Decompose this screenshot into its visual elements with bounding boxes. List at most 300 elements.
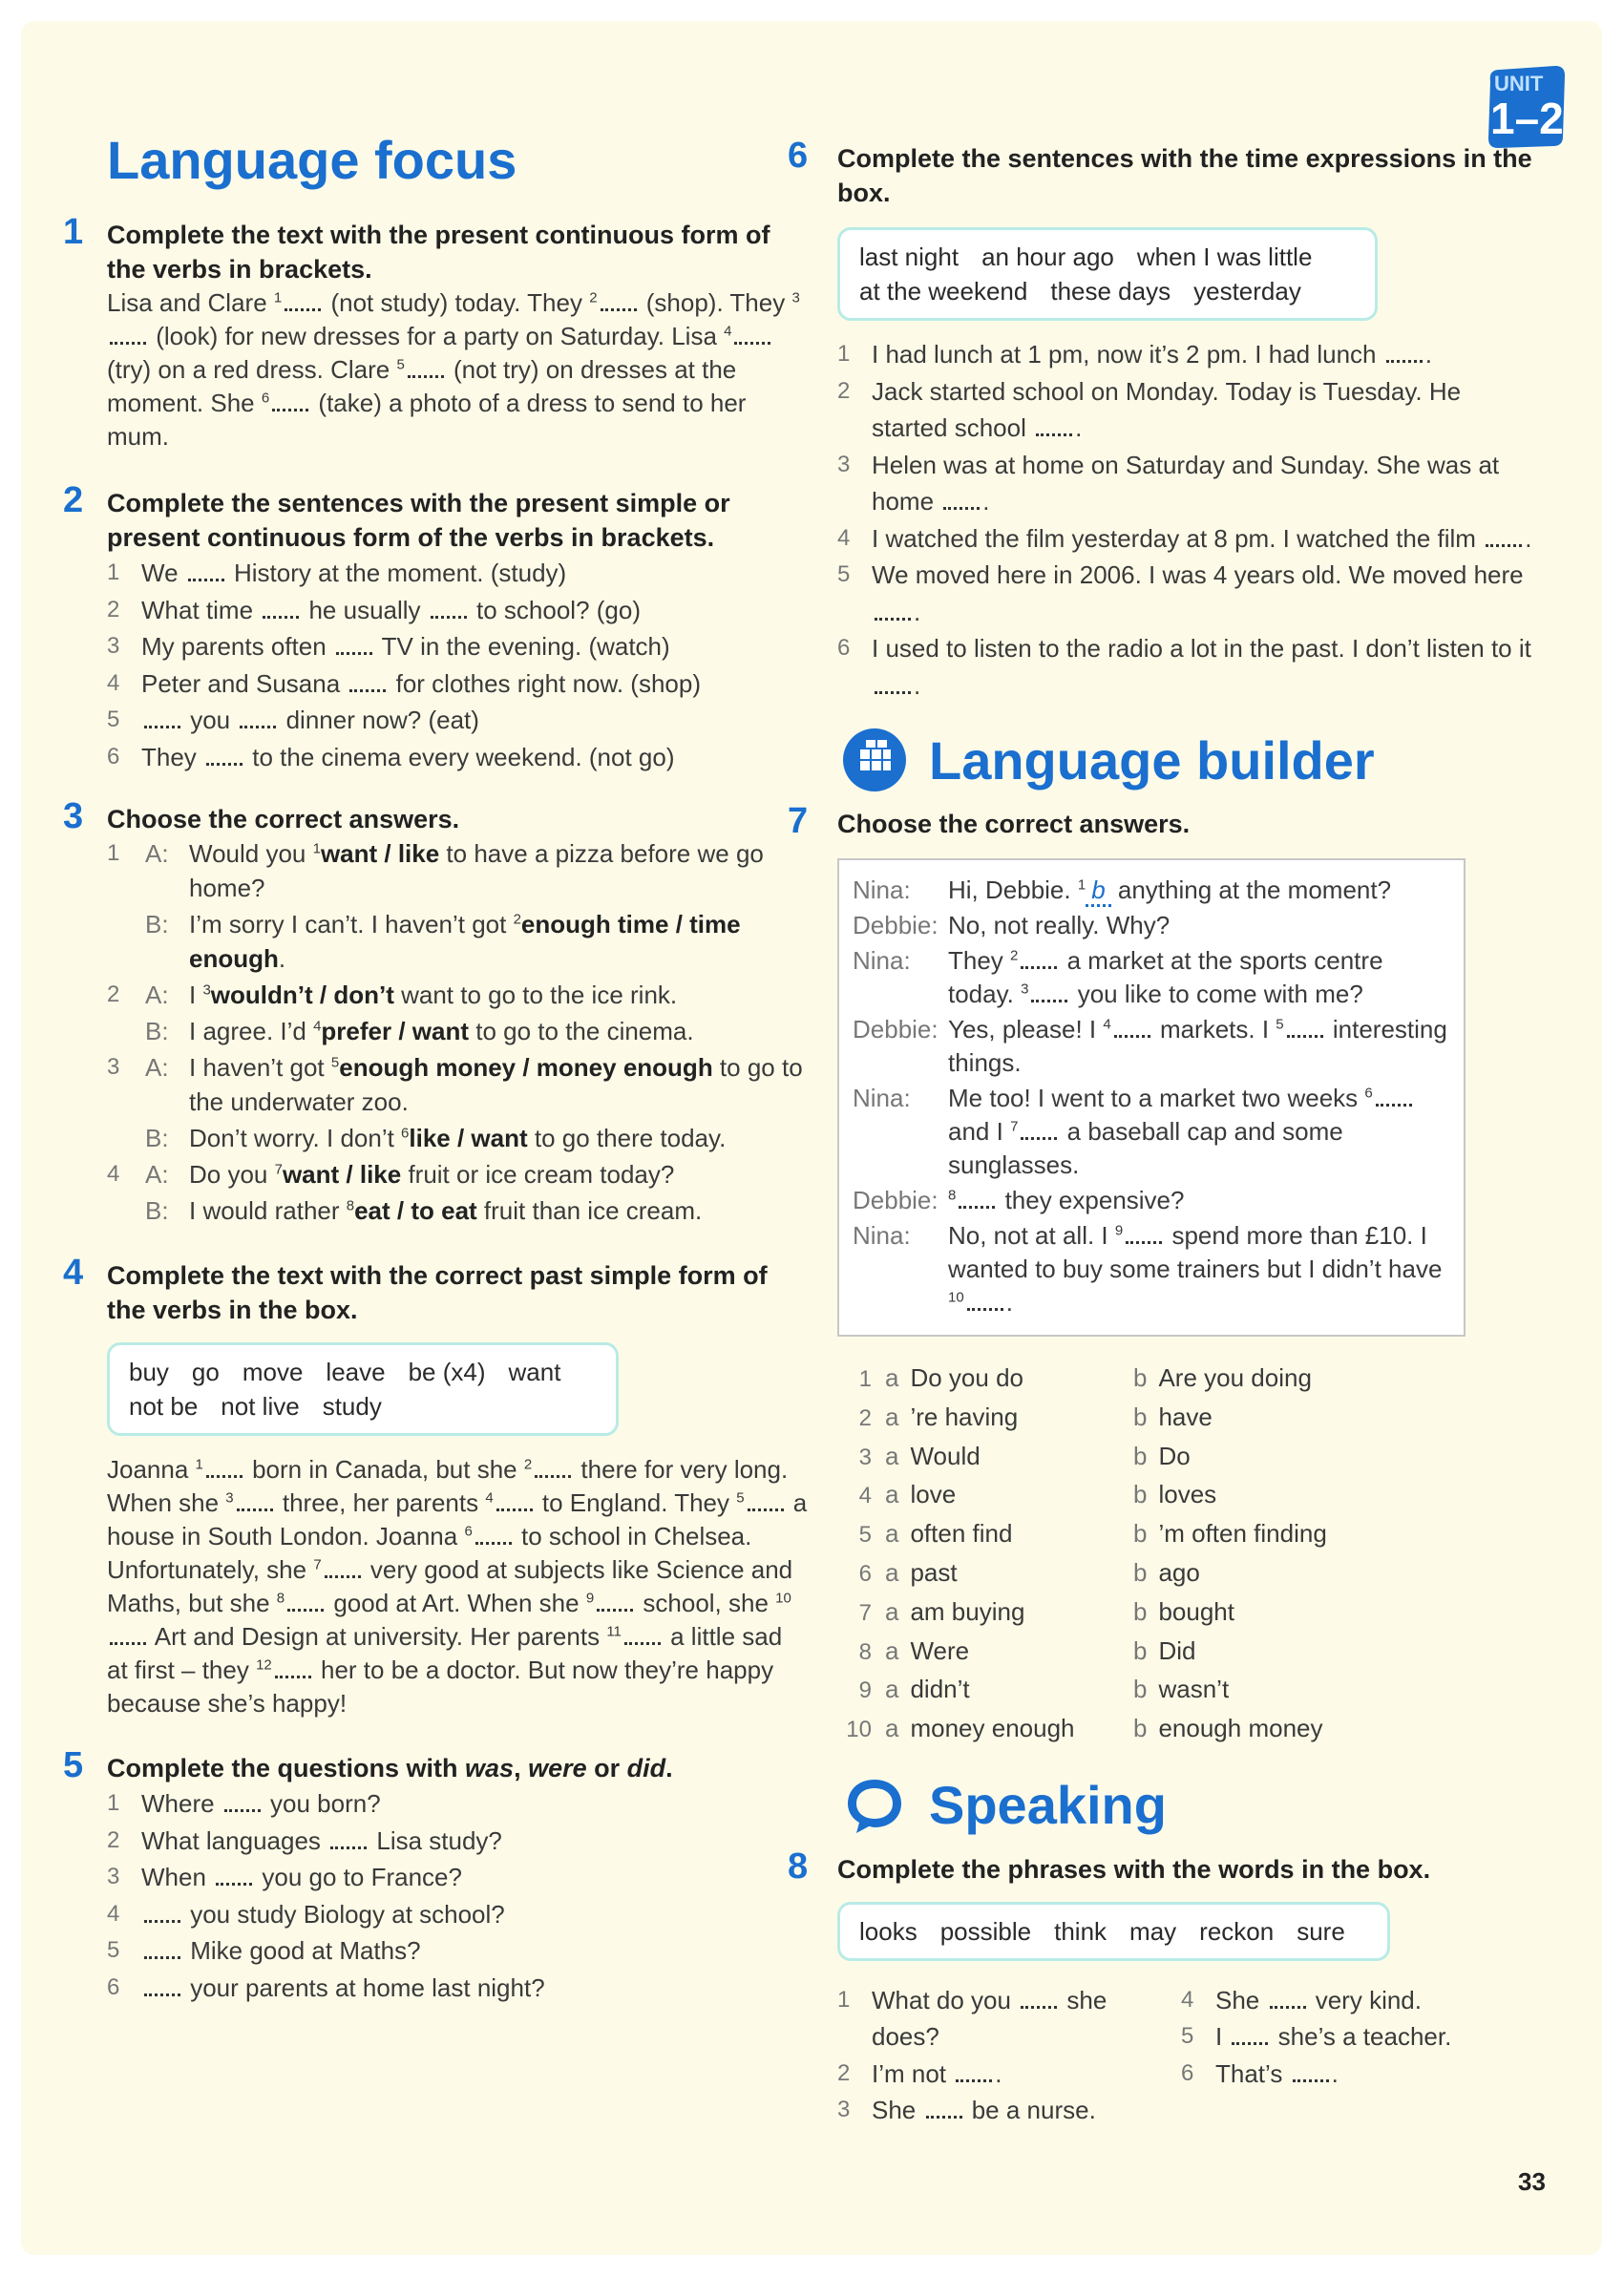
text-segment: fruit than ice cream. <box>476 1196 703 1225</box>
option-b <box>1133 1438 1458 1477</box>
answer-blank <box>1021 1993 1057 2009</box>
list-item <box>837 1982 1181 2056</box>
answer-blank <box>144 712 180 728</box>
text-segment: to go to the underwater zoo. <box>189 1053 803 1116</box>
list-item <box>107 665 809 703</box>
gap-number: 4 <box>485 1489 494 1507</box>
text-segment: markets. I <box>1152 1015 1276 1044</box>
section-language-builder <box>843 728 1532 791</box>
text-segment: there for very long. When she <box>107 1455 789 1517</box>
gap-number: 4 <box>1103 1016 1111 1033</box>
exercise-title: Complete the phrases with the words in the box. <box>837 1854 1431 1884</box>
option-a <box>837 1399 1133 1438</box>
dialogue-line <box>853 944 1450 1011</box>
text-segment: she’s a teacher. <box>1271 2022 1452 2052</box>
word-box-item: last night <box>859 243 960 271</box>
item-number: 4 <box>107 669 120 696</box>
word-box-item: sure <box>1297 1916 1345 1946</box>
word-box-item: looks <box>859 1916 917 1946</box>
text-segment: . <box>1525 523 1532 553</box>
text-segment: her to be a doctor. But now they’re happy because she’s happy! <box>107 1656 774 1718</box>
text-segment: you born? <box>263 1789 381 1818</box>
dialogue-line <box>107 1193 809 1228</box>
answer-blank <box>263 602 299 619</box>
text-segment: . <box>1424 340 1432 369</box>
item-number: 3 <box>858 1444 872 1470</box>
phrase-columns <box>837 1982 1532 2129</box>
dialogue-box <box>837 858 1466 1337</box>
list-item <box>107 702 809 739</box>
option-a <box>837 1476 1133 1515</box>
dialogue-line <box>853 1184 1450 1217</box>
text-segment: a baseball cap and some sunglasses. <box>948 1117 1343 1179</box>
text-segment: be a nurse. <box>964 2096 1096 2125</box>
word-box-item: be (x4) <box>408 1358 486 1386</box>
answer-blank <box>1021 1124 1057 1140</box>
option-text: didn’t <box>910 1675 970 1704</box>
item-list <box>1181 1982 1467 2129</box>
text-segment: very good at subjects like Science and Maths, but she <box>107 1555 793 1617</box>
word-box-row <box>129 1355 597 1389</box>
option-b <box>1133 1593 1458 1633</box>
answer-blank <box>1376 1090 1412 1107</box>
item-number: 5 <box>1181 2023 1194 2050</box>
answer-choice: eat / to eat <box>354 1196 477 1225</box>
exercise-5 <box>40 1745 809 2006</box>
text-segment: (look) for new dresses for a party on Saturday. Lisa <box>149 322 725 350</box>
answer-blank <box>206 749 243 766</box>
option-letter: a <box>885 1596 899 1626</box>
option-letter: b <box>1133 1441 1148 1470</box>
word-box-item: study <box>322 1392 382 1421</box>
speaker-label: B: <box>145 910 169 939</box>
item-number: 2 <box>107 596 120 622</box>
speaker-label: B: <box>145 1017 169 1045</box>
option-b <box>1133 1671 1458 1710</box>
list-item <box>837 630 1532 704</box>
item-number: 4 <box>107 1161 120 1187</box>
text-segment: fruit or ice cream today? <box>401 1160 675 1189</box>
unit-number: 1–2 <box>1490 94 1564 143</box>
item-number: 3 <box>837 451 851 477</box>
section-title: Speaking <box>929 1775 1167 1836</box>
option-text: love <box>910 1480 957 1509</box>
gap-number: 7 <box>313 1556 322 1573</box>
option-text: Were <box>910 1635 970 1665</box>
word-box-item: not be <box>129 1392 199 1421</box>
answer-blank <box>875 604 911 621</box>
item-number: 1 <box>858 1366 872 1392</box>
option-text: money enough <box>910 1714 1075 1743</box>
list-item <box>107 592 809 629</box>
option-text: ago <box>1158 1557 1200 1587</box>
exercise-number: 1 <box>63 212 84 252</box>
option-text: have <box>1158 1402 1213 1431</box>
list-item <box>837 373 1532 447</box>
text-segment: Do you <box>189 1160 275 1189</box>
option-b <box>1133 1554 1458 1593</box>
word-box-row <box>859 240 1356 274</box>
item-list <box>837 1982 1181 2129</box>
answer-blank <box>216 1869 252 1886</box>
text-segment: very kind. <box>1308 1985 1422 2014</box>
word-box-item: when I was little <box>1136 243 1313 271</box>
left-column <box>63 130 809 2006</box>
option-letter: a <box>885 1402 899 1431</box>
answer-blank <box>237 1495 273 1511</box>
gap-number: 10 <box>775 1590 791 1607</box>
exercise-title: Complete the text with the present continuous form of the verbs in brackets. <box>107 221 770 284</box>
answer-blank <box>285 295 321 311</box>
option-text: loves <box>1158 1480 1217 1509</box>
text-segment: and I <box>948 1117 1011 1146</box>
dialogue-line <box>107 907 809 976</box>
answer-blank <box>272 395 308 411</box>
text-segment: I watched the film yesterday at 8 pm. I watched the film <box>872 523 1484 553</box>
item-number: 3 <box>107 1054 120 1080</box>
speech-bubble-icon <box>843 1774 906 1837</box>
text-segment: to the cinema every weekend. (not go) <box>245 742 675 771</box>
dialogue-line <box>107 1121 809 1155</box>
answer-blank <box>1114 1022 1150 1038</box>
list-item <box>107 1823 809 1860</box>
answer-blank <box>475 1529 512 1545</box>
word-box-row <box>129 1389 597 1424</box>
word-box-item: yesterday <box>1193 277 1301 306</box>
text-segment: to go there today. <box>527 1124 727 1152</box>
option-text: bought <box>1158 1596 1234 1626</box>
exercise-7 <box>778 801 1532 1749</box>
option-letter: a <box>885 1519 899 1549</box>
answer-choice: wouldn’t / don’t <box>210 981 394 1009</box>
text-segment: . <box>914 670 921 700</box>
text-segment: born in Canada, but she <box>244 1455 524 1484</box>
option-letter: b <box>1133 1714 1148 1743</box>
exercise-text <box>107 1453 809 1720</box>
item-number: 6 <box>107 1973 120 2000</box>
speaker-label: Debbie: <box>853 1186 939 1214</box>
word-box-row <box>859 274 1356 308</box>
item-number: 1 <box>107 559 120 585</box>
text-segment: I used to listen to the radio a lot in the past. I don’t listen to it <box>872 634 1531 663</box>
option-letter: b <box>1133 1557 1148 1587</box>
answer-blank <box>1021 953 1057 969</box>
text-segment: I <box>189 981 203 1009</box>
text-segment: anything at the moment? <box>1110 875 1392 904</box>
option-a <box>837 1710 1133 1749</box>
option-a <box>837 1554 1133 1593</box>
option-letter: b <box>1133 1519 1148 1549</box>
exercise-number: 7 <box>788 801 809 841</box>
text-segment: Don’t worry. I don’t <box>189 1124 402 1152</box>
text-segment: three, her parents <box>275 1488 486 1517</box>
text-segment: My parents often <box>141 632 333 661</box>
word-box-item: go <box>191 1358 220 1386</box>
gap-number: 2 <box>589 289 598 306</box>
text-segment: you like to come with me? <box>1070 980 1363 1008</box>
unit-label: UNIT <box>1494 72 1544 95</box>
item-number: 4 <box>107 1900 120 1927</box>
answer-choice: prefer / want <box>321 1017 470 1045</box>
text-segment: I haven’t got <box>189 1053 331 1082</box>
item-list <box>107 555 809 775</box>
exercise-number: 6 <box>788 136 809 176</box>
item-list <box>837 336 1532 704</box>
option-text: Do <box>1158 1441 1191 1470</box>
text-segment: to have a pizza before we go home? <box>189 839 764 902</box>
dialogue-line <box>107 1157 809 1192</box>
dialogue-line <box>853 874 1450 907</box>
word-box-item: an hour ago <box>981 243 1114 271</box>
gap-number: 9 <box>585 1590 595 1607</box>
item-number: 2 <box>107 1826 120 1853</box>
item-number: 3 <box>107 633 120 659</box>
word-box-item: at the weekend <box>859 277 1028 306</box>
gap-number: 11 <box>606 1623 622 1640</box>
gap-number: 3 <box>791 289 800 306</box>
text-segment: History at the moment. (study) <box>226 559 567 587</box>
text-segment: Me too! I went to a market two weeks <box>948 1084 1365 1112</box>
exercise-8 <box>778 1846 1532 2129</box>
text-segment: We <box>141 559 185 587</box>
list-item <box>837 336 1532 373</box>
exercise-title: Complete the questions with was, were or did. <box>107 1754 673 1782</box>
text-segment: (try) on a red dress. Clare <box>107 355 397 384</box>
answer-blank <box>1270 1993 1306 2009</box>
list-item <box>1181 1982 1467 2019</box>
answer-blank <box>601 295 637 311</box>
item-number: 5 <box>837 561 851 587</box>
exercise-text <box>107 286 809 453</box>
item-number: 9 <box>858 1677 872 1704</box>
option-text: Are you doing <box>1158 1363 1312 1392</box>
text-segment: for clothes right now. (shop) <box>389 668 701 698</box>
gap-number: 4 <box>724 323 732 340</box>
option-b <box>1133 1710 1458 1749</box>
answer-blank <box>240 712 276 728</box>
text-segment: . <box>995 2058 1002 2088</box>
example-answer: b <box>1086 875 1110 907</box>
text-segment: dinner now? (eat) <box>279 706 479 734</box>
answer-blank <box>1386 347 1423 363</box>
answer-choice: want / like <box>320 839 440 868</box>
option-text: Do you do <box>910 1363 1023 1392</box>
answer-blank <box>287 1595 324 1612</box>
list-item <box>107 555 809 592</box>
word-box-row <box>859 1914 1368 1949</box>
option-a <box>837 1515 1133 1554</box>
gap-number: 4 <box>313 1018 322 1035</box>
building-blocks-icon <box>843 728 906 791</box>
exercise-title: Complete the sentences with the present simple or present continuous form of the verbs in brackets. <box>107 489 730 552</box>
list-item <box>837 557 1532 630</box>
answer-blank <box>1287 1022 1323 1038</box>
gap-number: 6 <box>1364 1085 1373 1102</box>
gap-number: 3 <box>225 1489 234 1507</box>
gap-number: 3 <box>1021 981 1029 998</box>
gap-number: 9 <box>1114 1222 1124 1239</box>
answer-blank <box>336 639 372 655</box>
text-segment: Yes, please! I <box>948 1015 1104 1044</box>
answer-blank <box>1232 2029 1268 2045</box>
text-segment: interesting things. <box>948 1015 1447 1077</box>
section-speaking <box>843 1774 1532 1837</box>
answer-blank <box>206 1462 243 1478</box>
text-segment: I agree. I’d <box>189 1017 314 1045</box>
gap-number: 2 <box>1010 947 1019 964</box>
option-text: Would <box>910 1441 981 1470</box>
gap-number: 6 <box>261 390 270 407</box>
answer-blank <box>330 1833 367 1849</box>
exercise-3 <box>40 796 809 1228</box>
answer-blank <box>188 565 224 581</box>
text-segment: spend more than £10. I wanted to buy some trainers but I didn’t have <box>948 1221 1443 1283</box>
item-number: 5 <box>858 1522 872 1549</box>
answer-blank <box>1036 420 1072 436</box>
option-letter: a <box>885 1714 899 1743</box>
text-segment: Lisa study? <box>369 1825 502 1855</box>
list-item <box>1181 2056 1467 2093</box>
gap-number: 1 <box>312 840 321 857</box>
page-number: 33 <box>1518 2167 1546 2196</box>
gap-number: 6 <box>464 1523 473 1540</box>
option-b <box>1133 1399 1458 1438</box>
gap-number: 2 <box>523 1456 533 1473</box>
exercise-4 <box>40 1253 809 1720</box>
text-segment: Would you <box>189 839 313 868</box>
text-segment: Helen was at home on Saturday and Sunday. She was at home <box>872 450 1500 516</box>
dialogue-line <box>107 1050 809 1119</box>
text-segment: he usually <box>302 595 428 624</box>
word-box-item: may <box>1129 1916 1177 1946</box>
gap-number: 5 <box>1276 1016 1284 1033</box>
speaker-label: B: <box>145 1124 169 1152</box>
answer-blank <box>224 1796 261 1812</box>
item-number: 6 <box>107 743 120 770</box>
word-box-item: leave <box>326 1358 386 1386</box>
option-a <box>837 1671 1133 1710</box>
text-segment: you study Biology at school? <box>183 1899 505 1929</box>
text-segment: to go to the cinema. <box>469 1017 694 1045</box>
speaker-label: Nina: <box>853 946 911 975</box>
item-number: 3 <box>837 2097 851 2123</box>
text-segment: They <box>948 946 1011 975</box>
text-segment: . <box>278 944 286 973</box>
gap-number: 1 <box>195 1456 203 1473</box>
option-letter: b <box>1133 1363 1148 1392</box>
answer-blank <box>926 2102 962 2119</box>
exercise-number: 5 <box>63 1745 84 1785</box>
answer-blank <box>967 1295 1003 1311</box>
option-letter: a <box>885 1441 899 1470</box>
text-segment: Lisa and Clare <box>107 288 274 317</box>
list-item <box>107 1932 809 1970</box>
exercise-number: 8 <box>788 1846 809 1887</box>
text-segment: . <box>1331 2058 1339 2088</box>
answer-blank <box>956 2066 992 2082</box>
text-segment: school, she <box>636 1589 776 1617</box>
answer-blank <box>408 362 444 378</box>
answer-blank <box>875 678 911 694</box>
word-box-item: not live <box>221 1392 300 1421</box>
option-letter: b <box>1133 1596 1148 1626</box>
speaker-label: Nina: <box>853 1221 911 1250</box>
text-segment: Peter and Susana <box>141 668 348 698</box>
text-segment: Hi, Debbie. <box>948 875 1078 904</box>
option-letter: b <box>1133 1480 1148 1509</box>
dialogue-line <box>107 836 809 905</box>
item-number: 4 <box>1181 1986 1194 2013</box>
text-segment: (not try) on dresses at the moment. She <box>107 355 737 417</box>
text-segment: she does? <box>872 1985 1107 2052</box>
option-text: enough money <box>1158 1714 1323 1743</box>
item-number: 5 <box>107 1937 120 1963</box>
item-number: 2 <box>858 1404 872 1431</box>
text-segment: to England. They <box>535 1488 737 1517</box>
exercise-number: 2 <box>63 480 84 520</box>
text-segment: to school? (go) <box>469 595 641 624</box>
exercise-title: Choose the correct answers. <box>107 805 460 833</box>
item-number: 4 <box>837 524 851 551</box>
option-b <box>1133 1476 1458 1515</box>
text-segment: I <box>1215 2022 1230 2052</box>
list-item <box>107 1785 809 1823</box>
list-item <box>107 739 809 776</box>
text-segment: Jack started school on Monday. Today is Tuesday. He started school <box>872 376 1462 442</box>
gap-number: 7 <box>274 1161 283 1178</box>
text-segment: . <box>914 597 921 626</box>
gap-number: 5 <box>396 356 405 373</box>
answer-blank <box>597 1595 633 1612</box>
exercise-6 <box>778 136 1532 704</box>
text-segment: . <box>1005 1288 1013 1317</box>
text-segment: want to go to the ice rink. <box>393 981 678 1009</box>
dialogue-line <box>853 909 1450 942</box>
gap-number: 8 <box>346 1197 355 1214</box>
word-box <box>837 227 1378 321</box>
answer-blank <box>1031 986 1067 1002</box>
option-a <box>837 1633 1133 1672</box>
option-b <box>1133 1515 1458 1554</box>
speaker-label: A: <box>145 1160 169 1189</box>
exercise-1 <box>40 212 809 453</box>
answer-options <box>837 1360 1532 1749</box>
text-segment: TV in the evening. (watch) <box>374 632 670 661</box>
item-number: 3 <box>107 1864 120 1889</box>
answer-choice: enough time / time enough <box>189 910 741 973</box>
text-segment: your parents at home last night? <box>183 1972 545 2002</box>
item-number: 8 <box>858 1638 872 1665</box>
exercise-title: Complete the sentences with the time expressions in the box. <box>837 144 1532 207</box>
list-item <box>837 520 1532 558</box>
speaker-label: A: <box>145 981 169 1009</box>
exercise-number: 4 <box>63 1253 84 1293</box>
item-number: 1 <box>837 341 851 367</box>
list-item <box>837 2056 1181 2093</box>
text-segment: They <box>141 742 204 771</box>
list-item <box>107 1970 809 2007</box>
text-segment: to school in Chelsea. Unfortunately, she <box>107 1522 752 1584</box>
option-text: Did <box>1158 1635 1196 1665</box>
dialogue-line <box>853 1013 1450 1080</box>
gap-number: 5 <box>330 1054 340 1071</box>
word-box <box>837 1902 1390 1961</box>
item-list <box>107 836 809 1228</box>
item-number: 2 <box>837 377 851 404</box>
text-segment: She <box>1215 1985 1267 2014</box>
text-segment: That’s <box>1215 2058 1290 2088</box>
word-box-item: possible <box>939 1916 1032 1946</box>
